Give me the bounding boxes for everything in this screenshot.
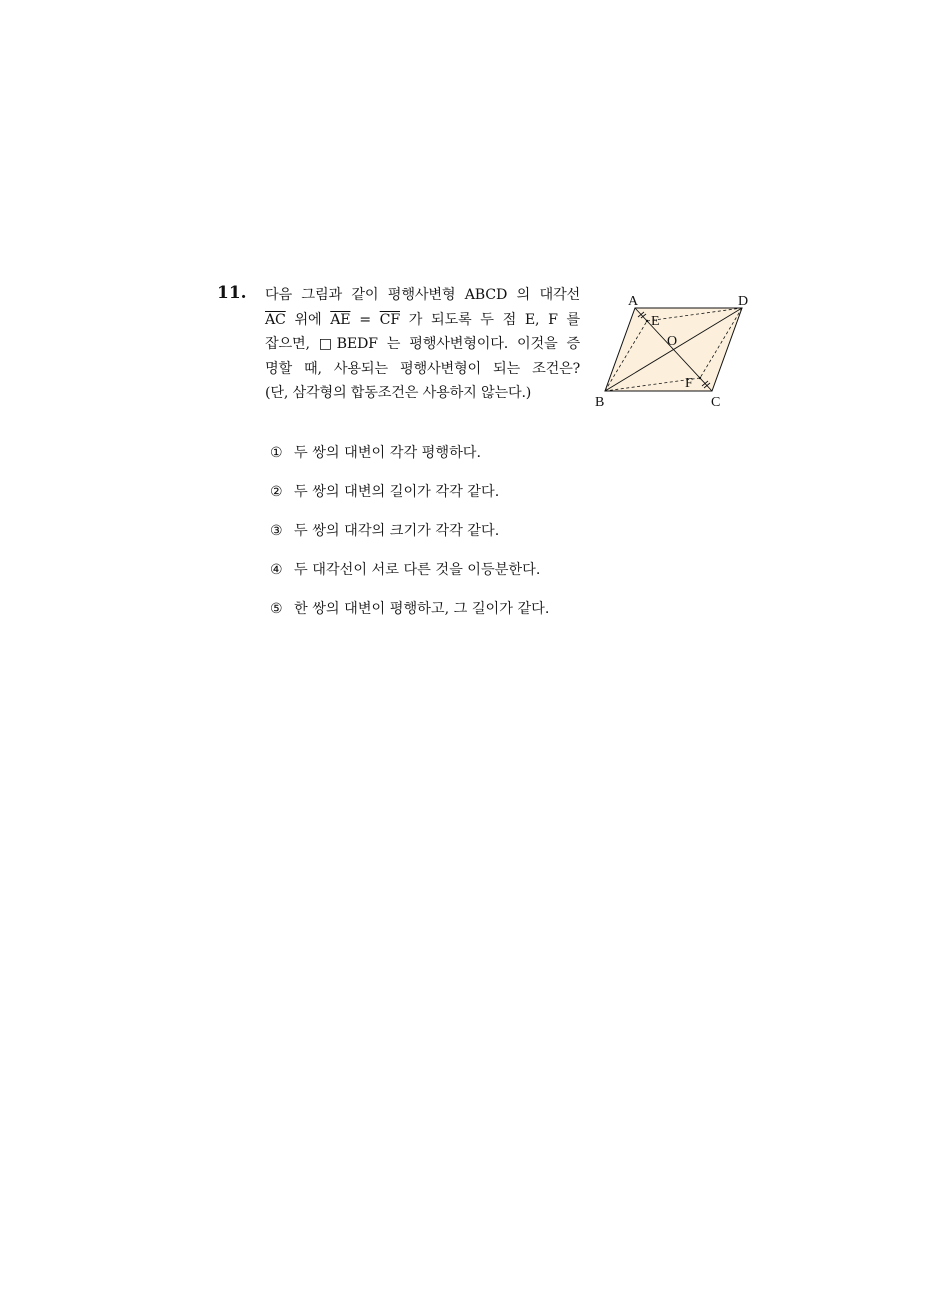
choice-2-mark: ②	[270, 484, 283, 500]
choice-5-text: 한 쌍의 대변이 평행하고, 그 길이가 같다.	[294, 601, 550, 617]
question-line-3: 잡으면, □BEDF 는 평행사변형이다. 이것을 증	[265, 336, 580, 352]
point-e	[646, 320, 648, 322]
question-number: 11.	[217, 283, 247, 303]
choice-4-mark: ④	[270, 562, 283, 578]
label-o: O	[667, 334, 678, 349]
choice-1-text: 두 쌍의 대변이 각각 평행하다.	[294, 445, 482, 461]
question-line-1: 다음 그림과 같이 평행사변형 ABCD 의 대각선	[265, 287, 580, 303]
choice-4-text: 두 대각선이 서로 다른 것을 이등분한다.	[294, 562, 541, 578]
label-f: F	[685, 376, 693, 391]
question-text	[265, 283, 580, 406]
choice-2[interactable]	[270, 480, 549, 519]
segment-ac: $\overline{AC}$	[265, 311, 286, 328]
segment-cf: $\overline{CF}$	[379, 311, 400, 328]
choice-3-text: 두 쌍의 대각의 크기가 각각 같다.	[294, 523, 500, 539]
line2-text-a: 위에	[285, 311, 331, 328]
label-c: C	[711, 395, 721, 410]
parallelogram-diagram	[595, 291, 755, 416]
line2-text-b: 가 되도록 두 점 E, F 를	[399, 311, 580, 328]
answer-choices	[270, 441, 549, 636]
choice-4[interactable]	[270, 558, 549, 597]
point-f	[699, 377, 701, 379]
segment-ae: $\overline{AE}$	[330, 311, 351, 328]
question-line-5: (단, 삼각형의 합동조건은 사용하지 않는다.)	[265, 385, 532, 401]
choice-1[interactable]	[270, 441, 549, 480]
choice-3-mark: ③	[270, 523, 283, 539]
parallelogram-figure	[595, 291, 755, 416]
choice-5-mark: ⑤	[270, 601, 283, 617]
question-line-2	[265, 308, 580, 333]
question-line-4: 명할 때, 사용되는 평행사변형이 되는 조건은?	[265, 360, 580, 377]
choice-1-mark: ①	[270, 445, 283, 461]
label-e: E	[651, 314, 660, 329]
equals-sign: =	[350, 311, 380, 328]
label-a: A	[628, 294, 639, 309]
label-b: B	[595, 395, 605, 410]
choice-2-text: 두 쌍의 대변의 길이가 각각 같다.	[294, 484, 500, 500]
choice-3[interactable]	[270, 519, 549, 558]
choice-5[interactable]	[270, 597, 549, 636]
label-d: D	[738, 294, 749, 309]
